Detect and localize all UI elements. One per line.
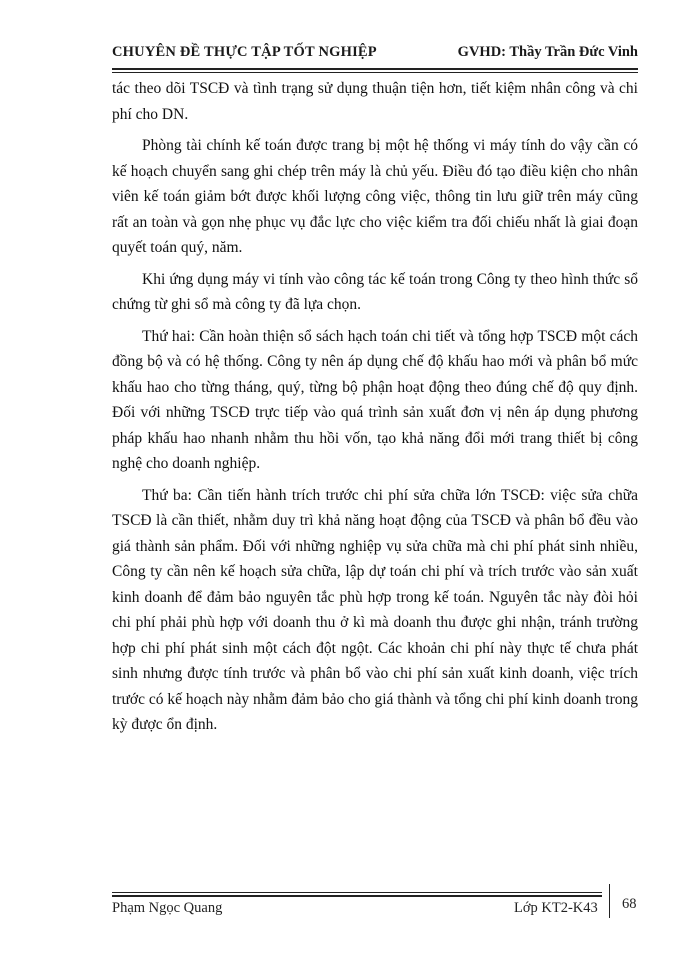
footer-class: Lớp KT2-K43 — [514, 900, 598, 916]
footer-divider — [112, 892, 602, 897]
header-title: CHUYÊN ĐỀ THỰC TẬP TỐT NGHIỆP — [112, 44, 377, 60]
paragraph-second-point: Thứ hai: Cần hoàn thiện sổ sách hạch toán chi tiết và tổng hợp TSCĐ một cách đồng bộ và có hệ thống. Công ty nên áp dụng chế độ khấu hao mới và phân bổ mức khấu hao cho từng tháng, quý, từng bộ phận hoạt động theo đúng chế độ quy định. Đối với những TSCĐ trực tiếp vào quá trình sản xuất đơn vị nên áp dụng phương pháp khấu hao nhanh nhằm thu hồi vốn, tạo khả năng đổi mới trang thiết bị công nghệ cho doanh nghiệp. — [112, 327, 638, 472]
header-supervisor: GVHD: Thầy Trần Đức Vinh — [457, 44, 638, 60]
paragraph-third-point: Thứ ba: Cần tiến hành trích trước chi phí sửa chữa lớn TSCĐ: việc sửa chữa TSCĐ là cần thiết, nhằm duy trì khả năng hoạt động của TSCĐ và phân bổ đều vào giá thành sản phẩm. Đối với những nghiệp vụ sửa chữa mà chi phí phát sinh nhiều, Công ty cần nên kế hoạch sửa chữa, lập dự toán chi phí và trích trước vào sản xuất kinh doanh để đảm bảo nguyên tắc phù hợp trong kế toán. Nguyên tắc này đòi hỏi chi phí phải phù hợp với doanh thu ở kì mà doanh thu được ghi nhận, tránh trường hợp chi phí phát sinh một cách đột ngột. Các khoản chi phí này thực tế chưa phát sinh nhưng được tính trước và phân bổ vào chi phí sản xuất kinh doanh, việc trích trước có kế hoạch này nhằm đảm bảo cho giá thành và tổng chi phí kinh doanh trong kỳ được ổn định. — [112, 486, 638, 733]
paragraph-continuation: tác theo dõi TSCĐ và tình trạng sử dụng thuận tiện hơn, tiết kiệm nhân công và chi phí cho DN. — [112, 80, 638, 123]
footer-author: Phạm Ngọc Quang — [112, 900, 223, 916]
footer-vertical-divider — [609, 884, 610, 918]
header-divider — [112, 68, 638, 73]
body-text — [112, 76, 638, 744]
paragraph-software-application: Khi ứng dụng máy vi tính vào công tác kế toán trong Công ty theo hình thức sổ chứng từ ghi sổ mà công ty đã lựa chọn. — [112, 270, 638, 313]
page-number: 68 — [622, 896, 637, 912]
page-header — [112, 44, 638, 64]
paragraph-accounting-computers: Phòng tài chính kế toán được trang bị một hệ thống vi máy tính do vậy cần có kế hoạch chuyển sang ghi chép trên máy là chủ yếu. Điều đó tạo điều kiện cho nhân viên kế toán giảm bớt được khối lượng công việc, thông tin lưu giữ trên máy cũng rất an toàn và gọn nhẹ phục vụ đắc lực cho việc kiểm tra đối chiếu nhất là giai đoạn quyết toán quý, năm. — [112, 137, 638, 256]
